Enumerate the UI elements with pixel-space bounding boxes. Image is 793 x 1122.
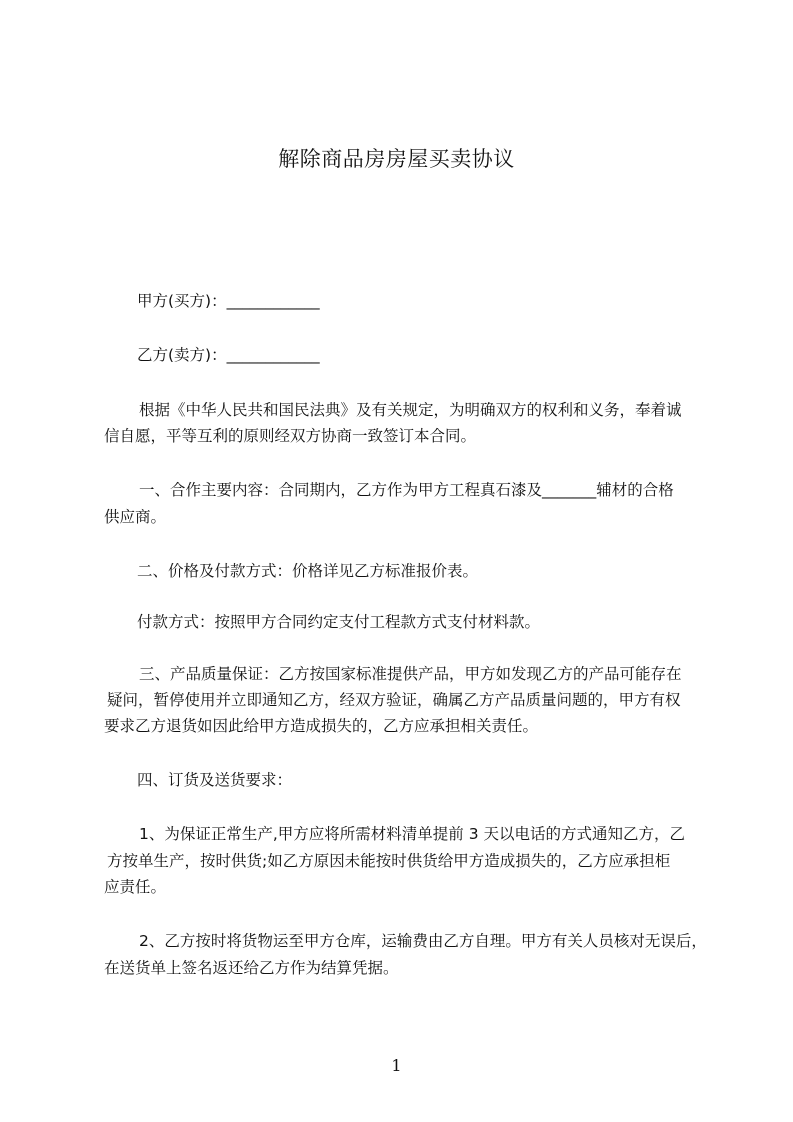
item1-line-2: 方按单生产，按时供货;如乙方原因未能按时供货给甲方造成损失的，乙方应承担柜 — [107, 852, 671, 870]
clause1-line-2: 供应商。 — [104, 508, 167, 526]
clause1-line-1: 一、合作主要内容：合同期内，乙方作为甲方工程真石漆及_______辅材的合格 — [139, 481, 674, 499]
page-number: 1 — [391, 1056, 402, 1075]
clause4-heading: 四、订货及送货要求： — [137, 771, 293, 789]
item2-line-2: 在送货单上签名返还给乙方作为结算凭据。 — [104, 959, 399, 977]
party-a-line: 甲方(买方)：____________ — [137, 292, 320, 310]
clause2-line: 二、价格及付款方式：价格详见乙方标准报价表。 — [137, 562, 479, 580]
clause3-line-3: 要求乙方退货如因此给甲方造成损失的，乙方应承担相关责任。 — [104, 717, 539, 735]
intro-line-1: 根据《中华人民共和国民法典》及有关规定，为明确双方的权利和义务，奉着诚 — [139, 401, 682, 419]
clause3-line-1: 三、产品质量保证：乙方按国家标准提供产品，甲方如发现乙方的产品可能存在 — [139, 665, 682, 683]
document-title: 解除商品房房屋买卖协议 — [278, 147, 515, 171]
clause3-line-2: 疑问，暂停使用并立即通知乙方，经双方验证，确属乙方产品质量问题的，甲方有权 — [107, 691, 681, 709]
item2-line-1: 2、乙方按时将货物运至甲方仓库，运输费由乙方自理。甲方有关人员核对无误后， — [139, 932, 707, 950]
intro-line-2: 信自愿，平等互利的原则经双方协商一致签订本合同。 — [104, 427, 477, 445]
item1-line-3: 应责任。 — [104, 878, 167, 896]
item1-line-1: 1、为保证正常生产,甲方应将所需材料清单提前 3 天以电话的方式通知乙方，乙 — [139, 825, 686, 843]
party-b-line: 乙方(卖方)：____________ — [137, 346, 320, 364]
payment-line: 付款方式：按照甲方合同约定支付工程款方式支付材料款。 — [137, 613, 541, 631]
